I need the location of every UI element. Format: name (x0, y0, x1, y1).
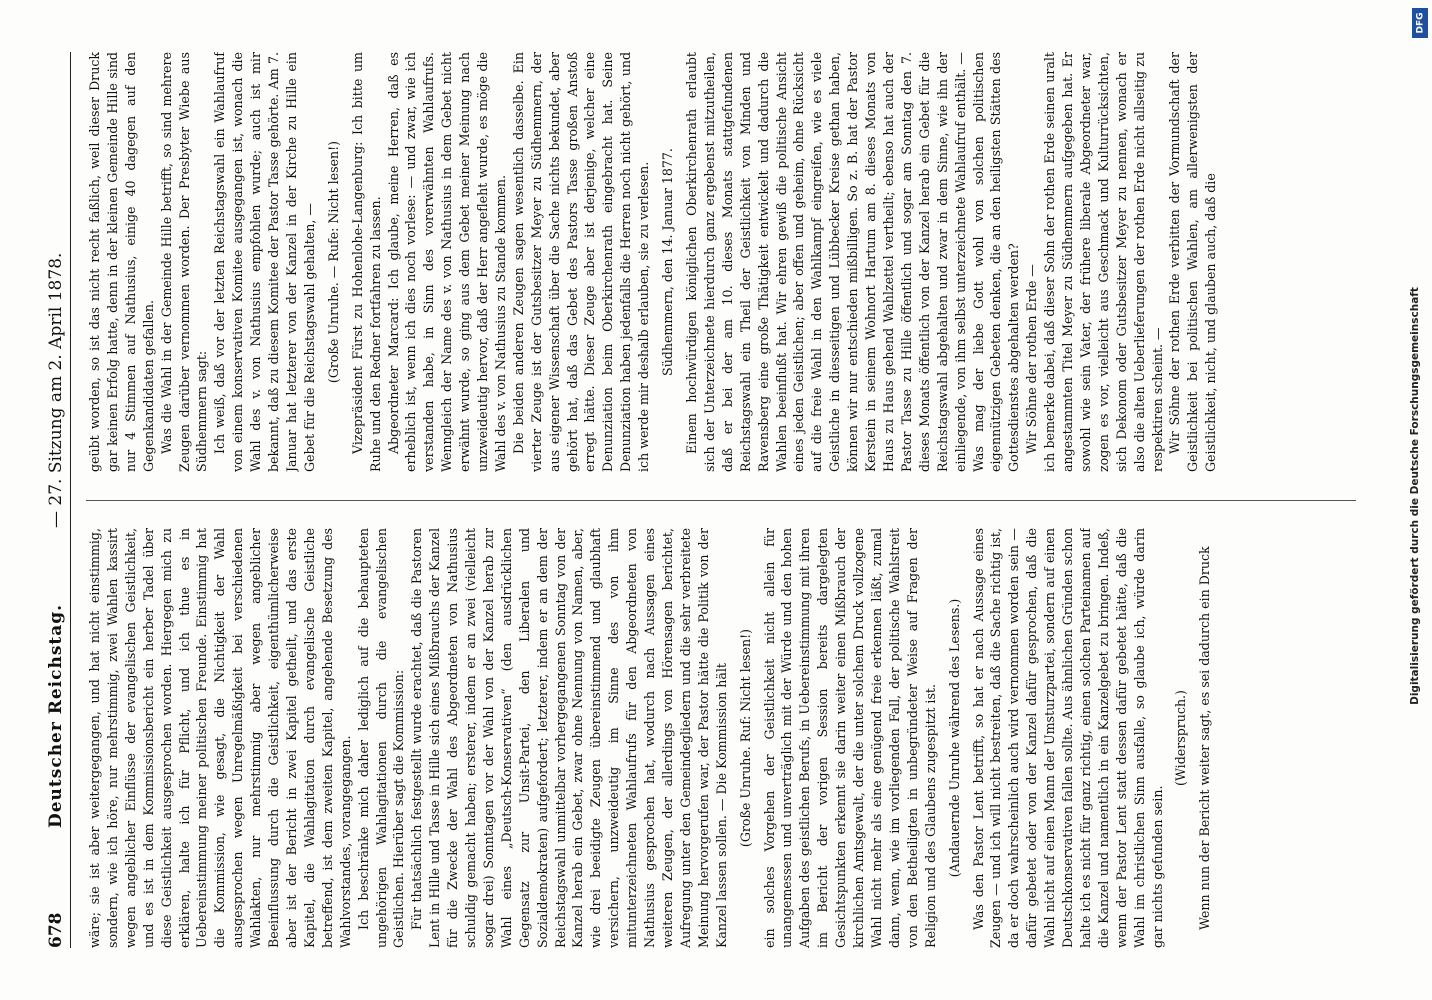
paragraph: Wir Söhne der rothen Erde verbitten der Vormundschaft der Geistlichkeit bei politischen Wahlen, am allerwenigsten der Geistlichkeit, nicht, und glauben auch, daß die (1167, 52, 1219, 472)
session-line: — 27. Sitzung am 2. April 1878. (46, 252, 66, 528)
publication-title: Deutscher Reichstag. (46, 603, 66, 828)
interjection: (Widerspruch.) (1173, 690, 1189, 786)
right-column (86, 52, 1366, 472)
paragraph: ich bemerke dabei, daß dieser Sohn der rothen Erde seinen uralt angestammten Titel Meyer zu Südhemmern aufgegeben hat. Er sowohl wie sein Vater, der frühere liberale Abgeordneter war, zogen es vor, vielleicht aus Geschmack und Kulturrücksichten, sich Dekonom oder Gutsbesitzer Meyer zu nennen, wonach er also die alten Ueberlieferungen der rothen Erde nicht allseitig zu respektiren scheint. — (1042, 52, 1165, 472)
interjection: (Große Unruhe. Ruf: Nicht lesen!) (737, 628, 753, 848)
paragraph: wäre; sie ist aber weitergegangen, und hat nicht einstimmig, sondern, wie ich höre, nur mehrstimmig, zwei Wahlen kassirt wegen angeblicher Einflüsse der evangelischen Geistlichkeit, und es ist in dem Kommissionsbericht ein herber Tadel über diese Geistlichkeit ausgesprochen worden. Hiergegen mich zu erklären, halte ich für Pflicht, und ich thue es in Uebereinstimmung meiner politischen Freunde. Einstimmig hat die Kommission, wie gesagt, die Nichtigkeit der Wahl ausgesprochen wegen Unregelmäßigkeit bei verschiedenen Wahlakten, nur mehrstimmig aber wegen angeblicher Beeinflussung durch die Geistlichkeit, eigenthümlicherweise aber ist der Bericht in zwei Kapitel getheilt, und das erste Kapitel, die Wahlagitation durch evangelische Geistliche betreffend, ist dem zweiten Kapitel, angehende Besetzung des Wahlvorstandes, vorangegangen. (87, 528, 353, 948)
paragraph: Wenn nun der Bericht weiter sagt, es sei dadurch ein Druck (1197, 546, 1213, 930)
page-header (40, 52, 71, 948)
interjection: (Andauernde Unruhe während des Lesens.) (946, 598, 962, 878)
paragraph: Was den Pastor Lent betrifft, so hat er nach Aussage eines Zeugen — und ich will nicht bestreiten, daß die Sache richtig ist, da er doch wahrscheinlich auch wird vernommen worden sein — dafür gebetet oder von der Kanzel dafür gesprochen, daß die Wahl nicht auf einen Mann der Umsturzpartei, sondern auf einen Deutschkonservativen fallen sollte. Aus ähnlichen Gründen schon halte ich es nicht für ganz richtig, einen solchen Parteinamen auf die Kanzel und namentlich in ein Kanzelgebet zu bringen. Indeß, wenn der Pastor Lent statt dessen dafür gebetet hätte, daß die Wahl im christlichen Sinn ausfalle, so glaube ich, würde darin gar nichts gefunden sein. (970, 528, 1165, 948)
paragraph: ein solches Vorgehen der Geistlichkeit nicht allein für unangemessen und unverträglich mit der Würde und den hohen Aufgaben des geistlichen Berufs, in Uebereinstimmung mit ihren im Bericht der vorigen Session bereits dargelegten Gesichtspunkten erkennt sie darin weiter einen Mißbrauch der kirchlichen Amtsgewalt, der die unter solchem Druck vollzogene Wahl nicht mehr als eine genügend freie erkennen läßt, zumal dann, wenn, wie im vorliegenden Fall, der politische Wahlstreit von den Betheiligten in unbegründeter Weise auf Fragen der Religion und des Glaubens zugespitzt ist. (761, 528, 938, 948)
paragraph: Wir Söhne der rothen Erde — (1024, 264, 1040, 454)
letter-dateline: Südhemmern, den 14. Januar 1877. (660, 148, 676, 376)
page-number: 678 (46, 912, 66, 948)
interjection: (Große Unruhe. — Rufe: Nicht lesen!) (325, 140, 341, 384)
paragraph: Die beiden anderen Zeugen sagen wesentlich dasselbe. Ein vierter Zeuge ist der Gutsbesitzer Meyer zu Südhemmern, der aus eigener Wissenschaft über die Sache nichts bekundet, aber gehört hat, daß das Gebet des Pastors Tasse großen Anstoß erregt hätte. Dieser Zeuge aber ist derjenige, welcher eine Denunziation beim Oberkirchenrath eingebracht hat. Seine Denunziation haben jedenfalls die Herren noch nicht gehört, und ich werde mir deshalb erlauben, sie zu verlesen. (510, 52, 652, 472)
paragraph: Für thatsächlich festgestellt wurde erachtet, daß die Pastoren Lent in Hille und Tasse in Hille sich eines Mißbrauchs der Kanzel für die Zwecke der Wahl des Abgeordneten von Nathusius schuldig gemacht haben; ersterer, indem er an zwei (vielleicht sogar drei) Sonntagen vor der Wahl von der Kanzel herab zur Wahl eines „Deutsch-Konservativen“ (den ausdrücklichen Gegensatz zur Unsit-Partei, den Liberalen und Sozialdemokraten) aufgefordert; letzterer, indem er an dem der Reichstagswahl unmittelbar vorhergegangenen Sonntag von der Kanzel herab ein Gebet, zwar ohne Nennung von Namen, aber, wie drei beeidigte Zeugen übereinstimmend und glaubhaft versichern, unzweideutig im Sinne des von ihm mitunterzeichneten Wahlaufrufs für den Abgeordneten von Nathusius gesprochen hat, wodurch nach Aussagen eines weiteren Zeugen, der allerdings von Hörensagen berichtet, Aufregung unter den Gemeindegliedern und die sehr verbreitete Meinung hervorgerufen war, der Pastor hätte die Politik von der Kanzel lassen sollen. — Die Kommission hält (409, 528, 729, 948)
paragraph: Ich beschränke mich daher lediglich auf die behaupteten ungehörigen Wahlagitationen durch die evangelischen Geistlichen. Hierüber sagt die Kommission: (355, 528, 407, 948)
left-column (86, 528, 1366, 948)
dfg-logo: DFG (1412, 8, 1428, 38)
speaker-paragraph: Abgeordneter Marcard: Ich glaube, meine Herren, daß es erheblich ist, wenn ich dies noch vorlese: — und zwar, wie ich verstanden habe, in Sinn des vorerwähnten Wahlaufrufs. Wenngleich der Name des v. von Nathusius in dem Gebet nicht erwähnt wurde, so ging aus dem Gebet meiner Meinung nach unzweideutig hervor, daß der Herr angefleht wurde, es möge die Wahl des v. von Nathusius zu Stande kommen. (385, 52, 508, 472)
column-divider (86, 500, 1356, 501)
quoted-letter: Einem hochwürdigen königlichen Oberkirchenrath erlaubt sich der Unterzeichnete hierdurch ganz ergebenst mitzutheilen, daß er bei der am 10. dieses Monats stattgefundenen Reichstagswahl ein Theil der Geistlichkeit von Minden und Ravensberg eine große Thätigkeit entwickelt und dadurch die Wahlen beeinflußt hat. Wir ehren gewiß die politische Ansicht eines jeden Geistlichen; aber offen und geheim, ohne Rücksicht auf die freie Wahl in den Wahlkampf eingreifen, wie es viele Geistliche in diesseitigen und Lübbecker Kreise gethan haben, können wir nur entschieden mißbilligen. So z. B. hat der Pastor Kerstein in seinem Wohnort Hartum am 8. dieses Monats von Haus zu Haus gehend Wahlzettel vertheilt; ebenso hat auch der Pastor Tasse zu Hille öffentlich und sogar am Sonntag den 7. dieses Monats öffentlich von der Kanzel herab ein Gebet für die Reichstagswahl abgehalten und zwar in dem Sinne, wie ihn der einliegende, von ihm selbst unterzeichnete Wahlaufruf enthält. — Was mag der liebe Gott wohl von solchen politischen eigennützigen Gebeten denken, die an den heiligsten Stätten des Gottesdienstes abgehalten werden? (684, 52, 1022, 472)
vice-president-remark: Vizepräsident Fürst zu Hohenlohe-Langenburg: Ich bitte um Ruhe und den Redner fortfahren zu lassen. (349, 52, 383, 472)
paragraph: geübt worden, so ist das nicht recht faßlich, weil dieser Druck gar keinen Erfolg hatte, denn in der kleinen Gemeinde Hille sind nur 4 Stimmen auf Nathusius, einige 40 dagegen auf den Gegenkandidaten gefallen. (87, 52, 156, 472)
digitization-credit: Digitalisierung gefördert durch die Deutsche Forschungsgemeinschaft (1409, 287, 1421, 705)
paragraph: Was die Wahl in der Gemeinde Hille betrifft, so sind mehrere Zeugen darüber vernommen worden. Der Presbyter Wiebe aus Südhemmern sagt: (158, 52, 210, 472)
quoted-testimony: Ich weiß, daß vor der letzten Reichstagswahl ein Wahlaufruf von einem konservativen Komitee ausgegangen ist, wonach die Wahl des v. von Nathusius empfohlen wurde; auch ist mir bekannt, daß zu diesem Komitee der Pastor Tasse gehörte. Am 7. Januar hat letzterer von der Kanzel in der Kirche zu Hille ein Gebet für die Reichstagswahl gehalten, — (212, 52, 317, 472)
